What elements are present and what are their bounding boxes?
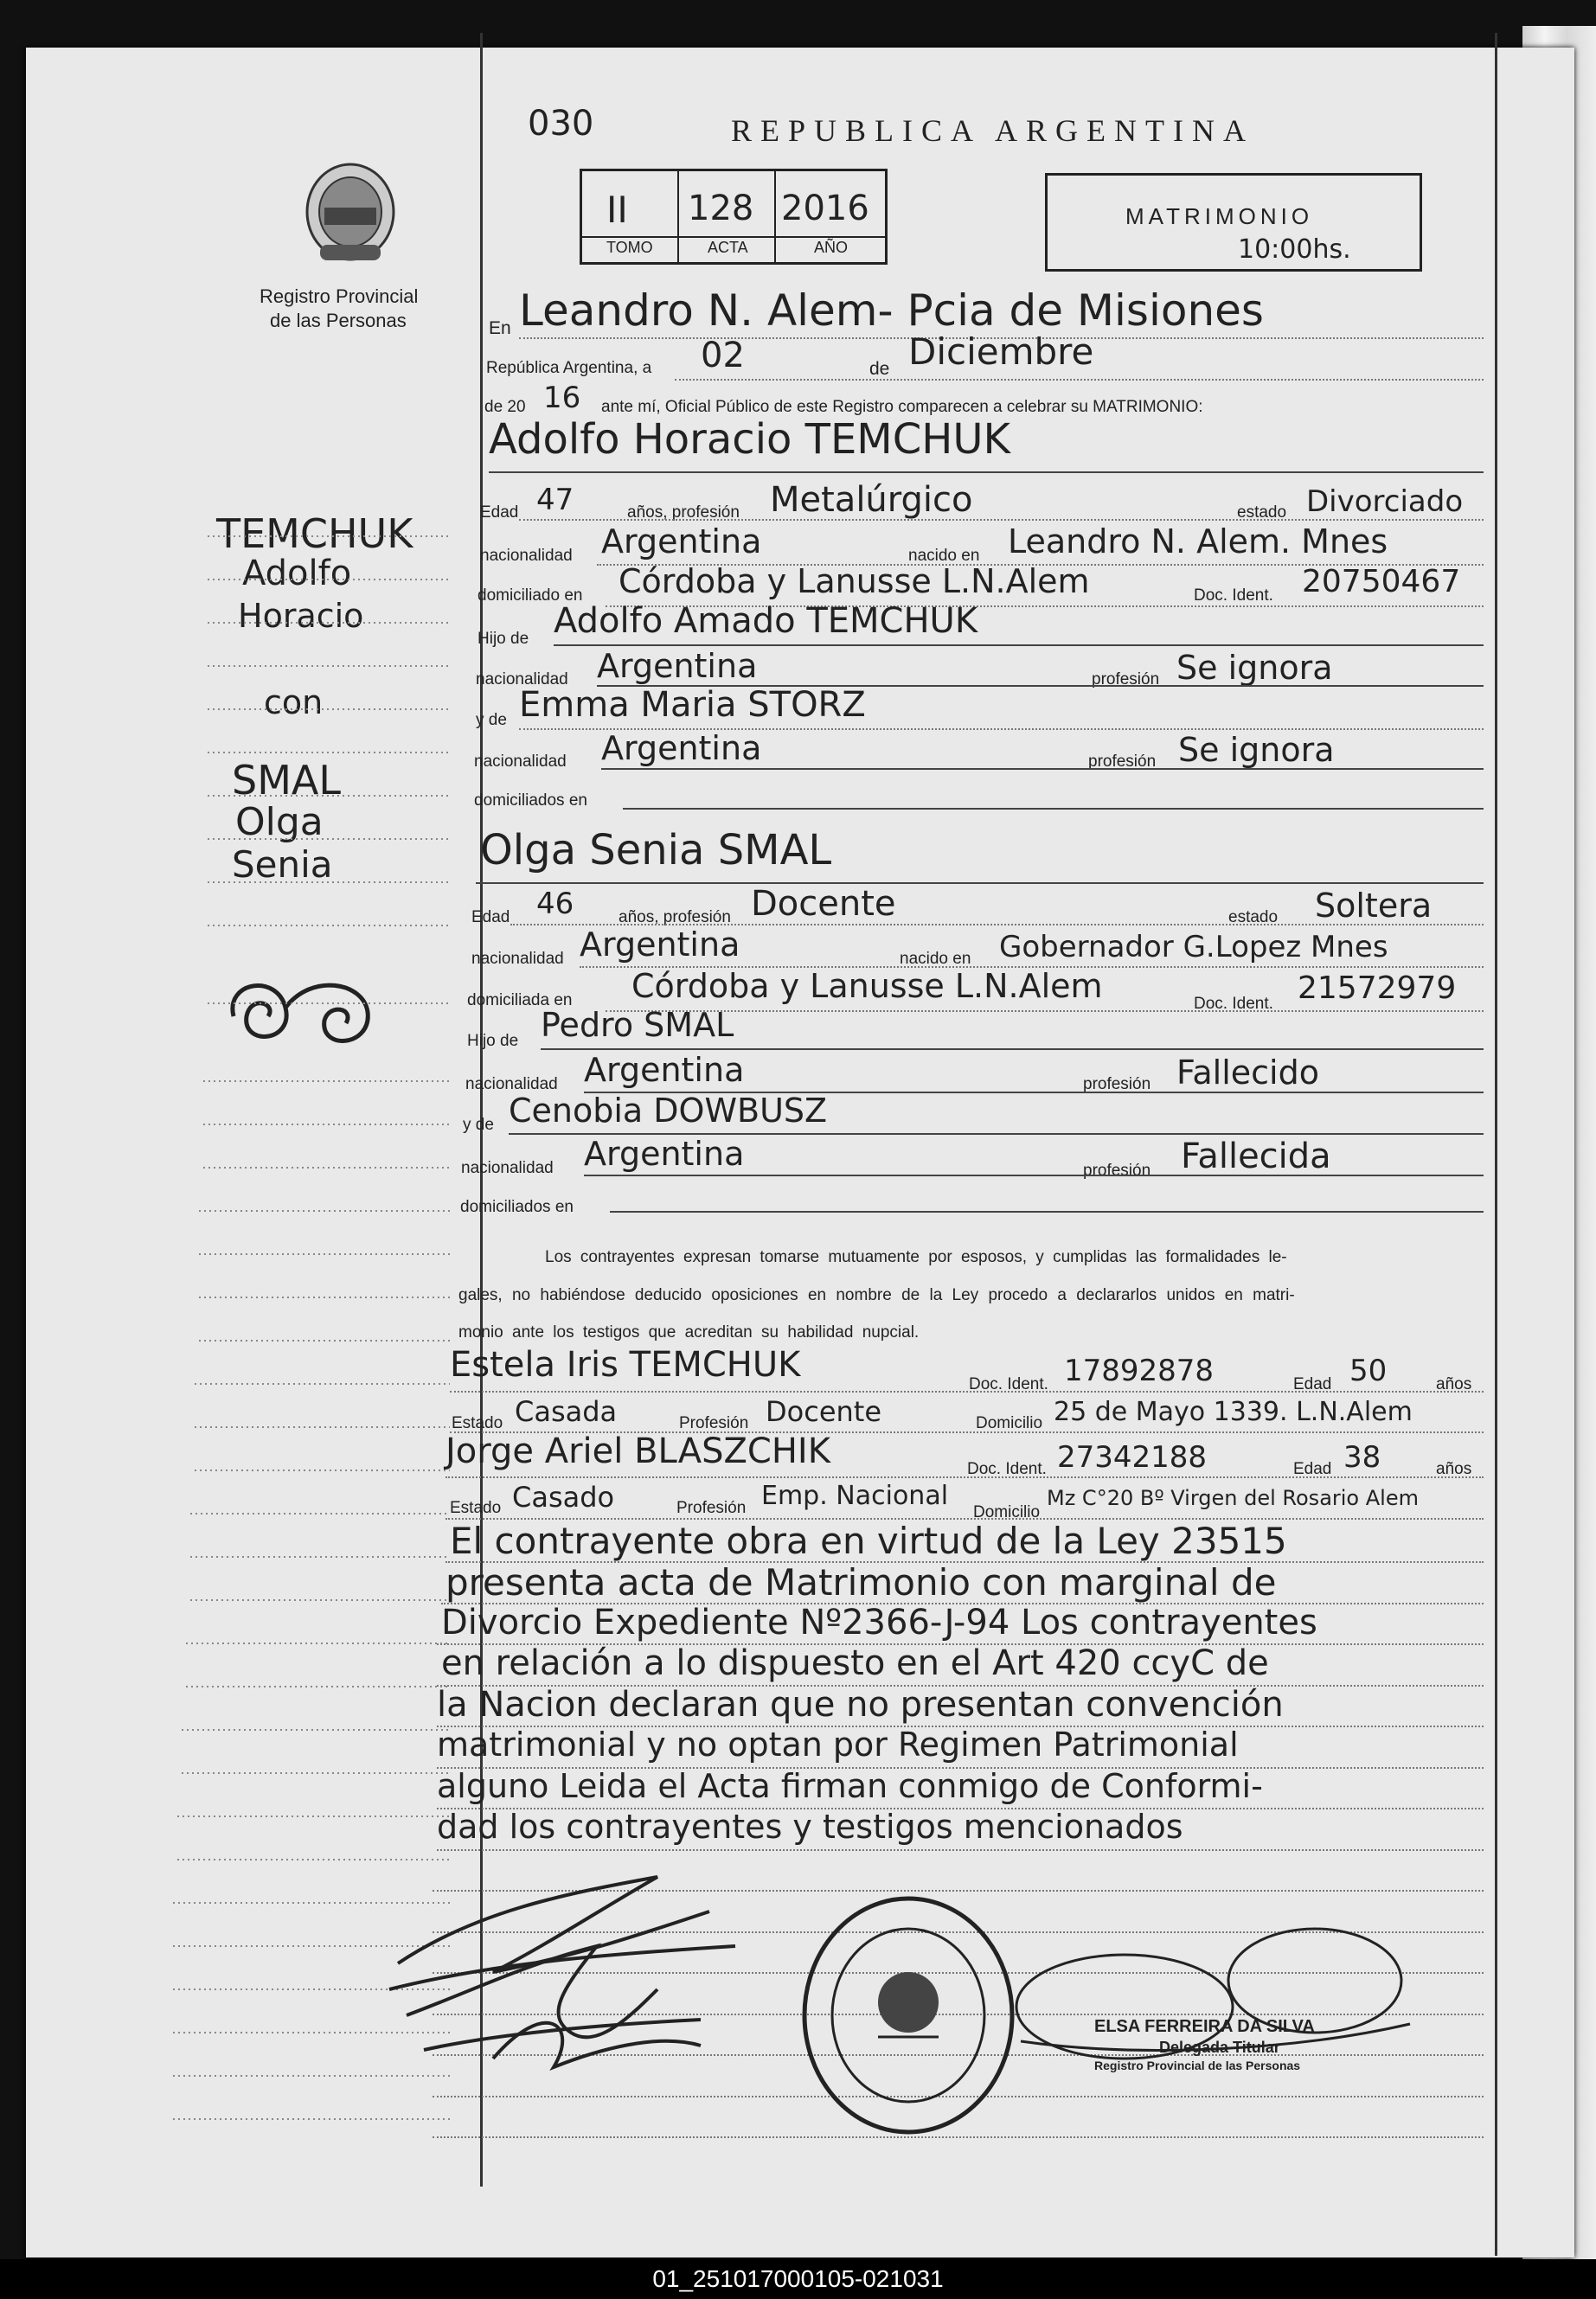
bride-address: Córdoba y Lanusse L.N.Alem [631, 967, 1103, 1005]
label-de20: de 20 [484, 398, 526, 416]
registry-line2: de las Personas [270, 310, 407, 331]
groom-profession: Metalúrgico [770, 480, 973, 520]
label-domicilio: Domicilio [973, 1503, 1041, 1521]
bride-mother-nat: Argentina [584, 1135, 745, 1173]
registry-line1: Registro Provincial [260, 285, 419, 307]
declaration-line1: Los contrayentes expresan tomarse mutuamente por esposos, y cumplidas las formalidades le- [545, 1248, 1287, 1266]
bride-profession: Docente [751, 884, 896, 924]
month: Diciembre [908, 330, 1094, 373]
solid-line [623, 808, 1484, 810]
label-profesion: profesión [1083, 1075, 1151, 1093]
province-seal-icon [298, 160, 402, 272]
bride-status: Soltera [1315, 887, 1433, 925]
solid-line [476, 882, 1484, 884]
label-nacionalidad: nacionalidad [480, 547, 573, 565]
note-line: presenta acta de Matrimonio con marginal de [445, 1561, 1277, 1604]
groom-age: 47 [536, 483, 574, 517]
solid-line [554, 644, 1484, 646]
dotted-line [519, 519, 1484, 521]
bride-mother-prof: Fallecida [1181, 1137, 1331, 1176]
witness1-age: 50 [1349, 1354, 1388, 1388]
page-number: 030 [528, 104, 594, 144]
label-anos-profesion: años, profesión [619, 908, 731, 926]
year: 16 [543, 381, 581, 415]
record-time: 10:00hs. [1238, 234, 1351, 265]
label-nacionalidad: nacionalidad [471, 950, 564, 968]
cell-divider [677, 171, 679, 262]
label-doc-ident: Doc. Ident. [967, 1460, 1047, 1478]
label-edad: Edad [480, 503, 519, 522]
label-yde: y de [476, 711, 507, 729]
label-yde: y de [463, 1116, 494, 1134]
label-nacionalidad: nacionalidad [465, 1075, 558, 1093]
label-domiciliada: domiciliada en [467, 991, 573, 1009]
solid-line [489, 471, 1484, 473]
label-divider [582, 236, 885, 238]
dotted-line [450, 1391, 1484, 1393]
record-type: MATRIMONIO [1125, 203, 1314, 229]
witness1-profession: Docente [766, 1395, 882, 1428]
label-estado: estado [1228, 908, 1279, 926]
label-doc-ident: Doc. Ident. [969, 1375, 1048, 1393]
groom-birthplace: Leandro N. Alem. Mnes [1008, 522, 1388, 560]
declaration-line2: gales, no habiéndose deducido oposiciones en nombre de la Ley procedo a declararlos unidos en matri- [458, 1286, 1295, 1304]
tomo-value: II [606, 189, 628, 231]
label-nacionalidad: nacionalidad [461, 1159, 554, 1177]
label-profesion-w: Profesión [679, 1414, 749, 1432]
margin-name-1: Adolfo [242, 554, 352, 593]
groom-mother-nat: Argentina [601, 729, 762, 767]
acta-value: 128 [688, 189, 754, 228]
label-edad: Edad [471, 908, 510, 926]
witness2-doc: 27342188 [1057, 1440, 1208, 1475]
bride-father-prof: Fallecido [1176, 1053, 1319, 1092]
bride-age: 46 [536, 887, 574, 921]
note-line: El contrayente obra en virtud de la Ley 23515 [450, 1520, 1287, 1562]
bride-nationality: Argentina [580, 925, 740, 964]
official-stamp-icon [796, 1890, 1021, 2141]
country-title: REPUBLICA ARGENTINA [731, 113, 1255, 148]
official-office: Registro Provincial de las Personas [1094, 2059, 1301, 2072]
note-line: dad los contrayentes y testigos mencionados [437, 1808, 1183, 1846]
label-nacionalidad: nacionalidad [474, 752, 567, 771]
groom-doc: 20750467 [1302, 564, 1461, 599]
label-hijo: Hijo de [467, 1032, 519, 1050]
solid-line [541, 1048, 1484, 1050]
label-doc: Doc. Ident. [1194, 995, 1273, 1013]
record-number-box [580, 169, 888, 265]
note-line: en relación a lo dispuesto en el Art 420 ccyC de [441, 1643, 1269, 1683]
label-hijo: Hijo de [478, 630, 529, 648]
solid-line [601, 768, 1484, 770]
groom-father-prof: Se ignora [1176, 649, 1333, 687]
label-domiciliados: domiciliados en [460, 1198, 574, 1216]
day: 02 [701, 336, 745, 375]
groom-mother: Emma Maria STORZ [519, 685, 866, 725]
label-anos: años [1436, 1375, 1472, 1393]
note-line: alguno Leida el Acta firman conmigo de Conformi- [437, 1767, 1263, 1805]
label-nacionalidad: nacionalidad [476, 670, 568, 688]
signature-contrayentes [372, 1860, 804, 2093]
dotted-line [606, 1010, 1484, 1012]
label-nacido: nacido en [900, 950, 971, 968]
anio-label: AÑO [814, 239, 849, 256]
note-line: matrimonial y no optan por Regimen Patrimonial [437, 1726, 1239, 1764]
bride-name: Olga Senia SMAL [480, 826, 832, 874]
bride-doc: 21572979 [1298, 970, 1457, 1006]
witness2-address: Mz C°20 Bº Virgen del Rosario Alem [1047, 1486, 1419, 1510]
groom-address: Córdoba y Lanusse L.N.Alem [619, 562, 1090, 600]
witness2-status: Casado [512, 1481, 615, 1514]
label-profesion: profesión [1092, 670, 1160, 688]
acta-label: ACTA [708, 239, 748, 256]
witness1-address: 25 de Mayo 1339. L.N.Alem [1054, 1397, 1413, 1427]
witness2-profession: Emp. Nacional [761, 1481, 949, 1511]
dotted-line [437, 1849, 1484, 1851]
label-doc: Doc. Ident. [1194, 586, 1273, 605]
margin-name-3: Olga [235, 800, 324, 844]
label-edad-w: Edad [1293, 1375, 1332, 1393]
groom-name: Adolfo Horacio TEMCHUK [489, 415, 1010, 464]
margin-name-2: Horacio [238, 597, 364, 635]
note-line: Divorcio Expediente Nº2366-J-94 Los contrayentes [441, 1603, 1317, 1643]
groom-mother-prof: Se ignora [1178, 731, 1335, 769]
bride-father: Pedro SMAL [541, 1006, 734, 1044]
label-profesion: profesión [1088, 752, 1157, 771]
groom-nationality: Argentina [601, 522, 762, 560]
label-profesion: profesión [1083, 1162, 1151, 1180]
label-estado-w: Estado [452, 1414, 503, 1432]
groom-father-nat: Argentina [597, 647, 758, 685]
margin-name-4: Senia [232, 843, 333, 886]
margin-surname-1: TEMCHUK [216, 510, 413, 557]
margin-connector: con [264, 683, 324, 721]
label-domicilio: Domicilio [976, 1414, 1043, 1432]
right-rule [1495, 33, 1497, 2256]
witness1-status: Casada [515, 1395, 618, 1428]
label-en: En [489, 318, 511, 338]
dotted-line [445, 1476, 1484, 1478]
groom-status: Divorciado [1306, 484, 1464, 519]
label-domiciliados: domiciliados en [474, 791, 587, 810]
label-profesion-w: Profesión [676, 1499, 747, 1517]
bride-birthplace: Gobernador G.Lopez Mnes [999, 930, 1388, 964]
official-title: Delegada Titular [1159, 2039, 1280, 2056]
label-republica: República Argentina, a [486, 359, 652, 377]
record-type-box [1045, 173, 1422, 272]
cell-divider [774, 171, 776, 262]
label-estado-w: Estado [450, 1499, 502, 1517]
anio-value: 2016 [781, 189, 869, 228]
label-edad-w: Edad [1293, 1460, 1332, 1478]
witness1-doc: 17892878 [1064, 1354, 1215, 1388]
label-nacido: nacido en [908, 547, 980, 565]
official-name: ELSA FERREIRA DA SILVA [1094, 2017, 1315, 2036]
bride-mother: Cenobia DOWBUSZ [509, 1092, 828, 1130]
groom-father: Adolfo Amado TEMCHUK [554, 601, 978, 641]
label-domiciliado: domiciliado en [478, 586, 583, 605]
margin-surname-2: SMAL [232, 757, 341, 804]
place: Leandro N. Alem- Pcia de Misiones [519, 285, 1264, 336]
note-line: la Nacion declaran que no presentan convención [437, 1685, 1284, 1725]
tomo-label: TOMO [606, 239, 653, 256]
witness2-age: 38 [1343, 1440, 1381, 1475]
label-anos-profesion: años, profesión [627, 503, 740, 522]
witness2-name: Jorge Ariel BLASZCHIK [445, 1431, 830, 1471]
bride-father-nat: Argentina [584, 1051, 745, 1089]
label-comparecen: ante mí, Oficial Público de este Registro comparecen a celebrar su MATRIMONIO: [601, 398, 1203, 416]
dotted-line [675, 379, 1484, 381]
label-anos: años [1436, 1460, 1472, 1478]
solid-line [610, 1211, 1484, 1213]
witness1-name: Estela Iris TEMCHUK [450, 1345, 801, 1385]
image-caption: 01_251017000105-021031 [0, 2259, 1596, 2299]
solid-line [584, 1175, 1484, 1176]
label-estado: estado [1237, 503, 1287, 522]
declaration-line3: monio ante los testigos que acreditan su habilidad nupcial. [458, 1323, 920, 1342]
label-de: de [869, 359, 890, 379]
